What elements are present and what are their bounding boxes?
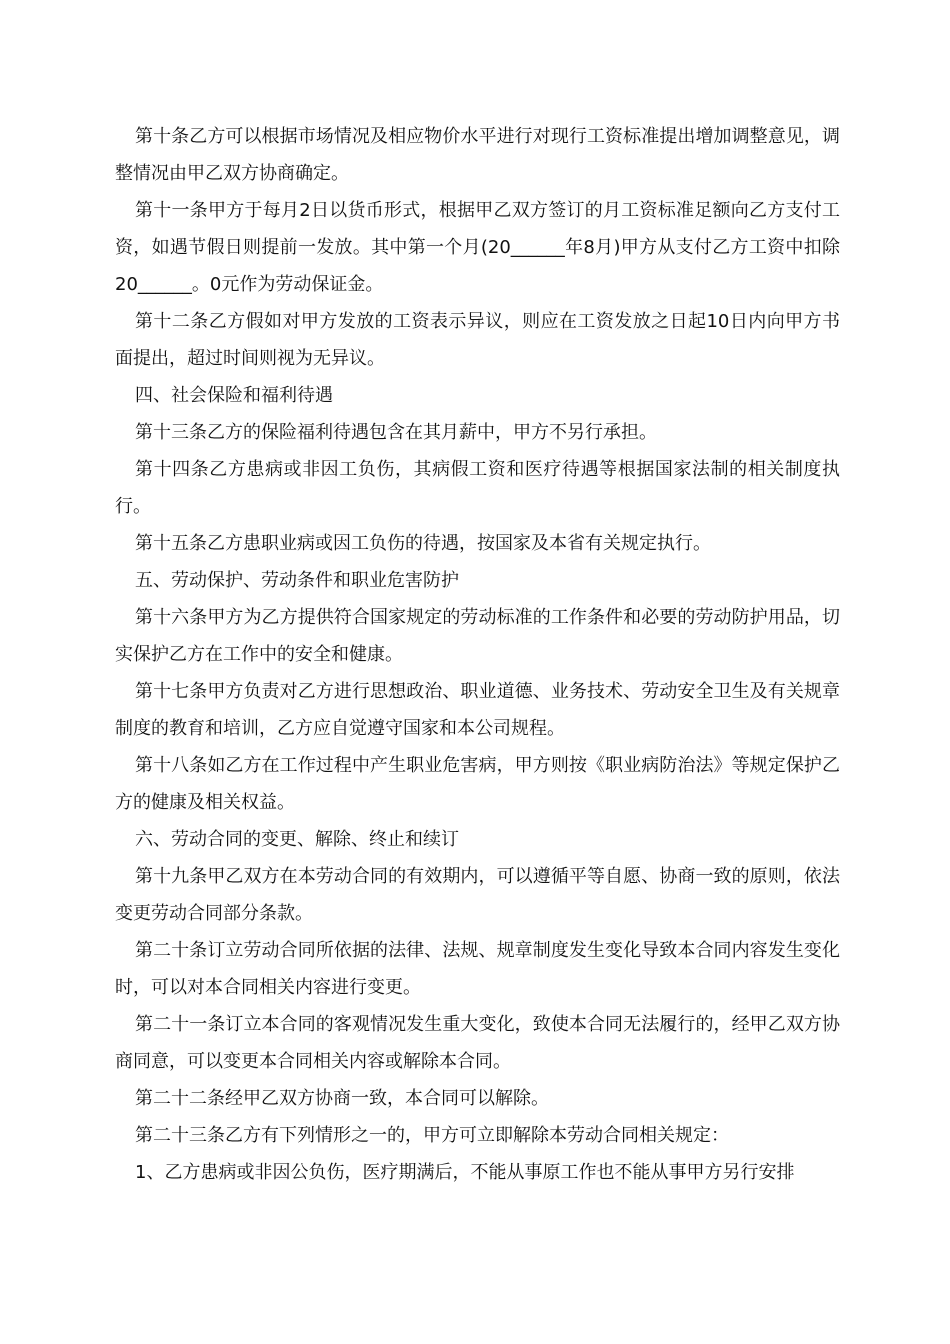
clause-14: 第十四条乙方患病或非因工负伤，其病假工资和医疗待遇等根据国家法制的相关制度执行。 [115, 459, 840, 517]
clause-10: 第十条乙方可以根据市场情况及相应物价水平进行对现行工资标准提出增加调整意见，调整情况由甲乙双方协商确定。 [115, 126, 840, 184]
clause-16: 第十六条甲方为乙方提供符合国家规定的劳动标准的工作条件和必要的劳动防护用品，切实保护乙方在工作中的安全和健康。 [115, 607, 840, 665]
clause-23: 第二十三条乙方有下列情形之一的，甲方可立即解除本劳动合同相关规定： [135, 1125, 729, 1146]
clause-22: 第二十二条经甲乙双方协商一致，本合同可以解除。 [135, 1088, 549, 1109]
clause-18: 第十八条如乙方在工作过程中产生职业危害病，甲方则按《职业病防治法》等规定保护乙方的健康及相关权益。 [115, 755, 840, 813]
clause-15: 第十五条乙方患职业病或因工负伤的待遇，按国家及本省有关规定执行。 [135, 533, 711, 554]
clause-21: 第二十一条订立本合同的客观情况发生重大变化，致使本合同无法履行的，经甲乙双方协商同意，可以变更本合同相关内容或解除本合同。 [115, 1014, 840, 1072]
clause-20: 第二十条订立劳动合同所依据的法律、法规、规章制度发生变化导致本合同内容发生变化时，可以对本合同相关内容进行变更。 [115, 940, 840, 998]
clause-12: 第十二条乙方假如对甲方发放的工资表示异议，则应在工资发放之日起10日内向甲方书面提出，超过时间则视为无异议。 [115, 311, 840, 369]
section-heading-5: 五、劳动保护、劳动条件和职业危害防护 [135, 570, 459, 591]
clause-13: 第十三条乙方的保险福利待遇包含在其月薪中，甲方不另行承担。 [135, 422, 657, 443]
section-heading-4: 四、社会保险和福利待遇 [135, 385, 333, 406]
clause-19: 第十九条甲乙双方在本劳动合同的有效期内，可以遵循平等自愿、协商一致的原则，依法变更劳动合同部分条款。 [115, 866, 840, 924]
document-body [115, 118, 840, 1191]
section-heading-6: 六、劳动合同的变更、解除、终止和续订 [135, 829, 459, 850]
clause-11: 第十一条甲方于每月2日以货币形式，根据甲乙双方签订的月工资标准足额向乙方支付工资，如遇节假日则提前一发放。其中第一个月(20______年8月)甲方从支付乙方工资中扣除20______。0元作为劳动保证金。 [115, 200, 840, 295]
list-item-1: 1、乙方患病或非因公负伤，医疗期满后，不能从事原工作也不能从事甲方另行安排 [135, 1162, 795, 1183]
clause-17: 第十七条甲方负责对乙方进行思想政治、职业道德、业务技术、劳动安全卫生及有关规章制度的教育和培训，乙方应自觉遵守国家和本公司规程。 [115, 681, 840, 739]
